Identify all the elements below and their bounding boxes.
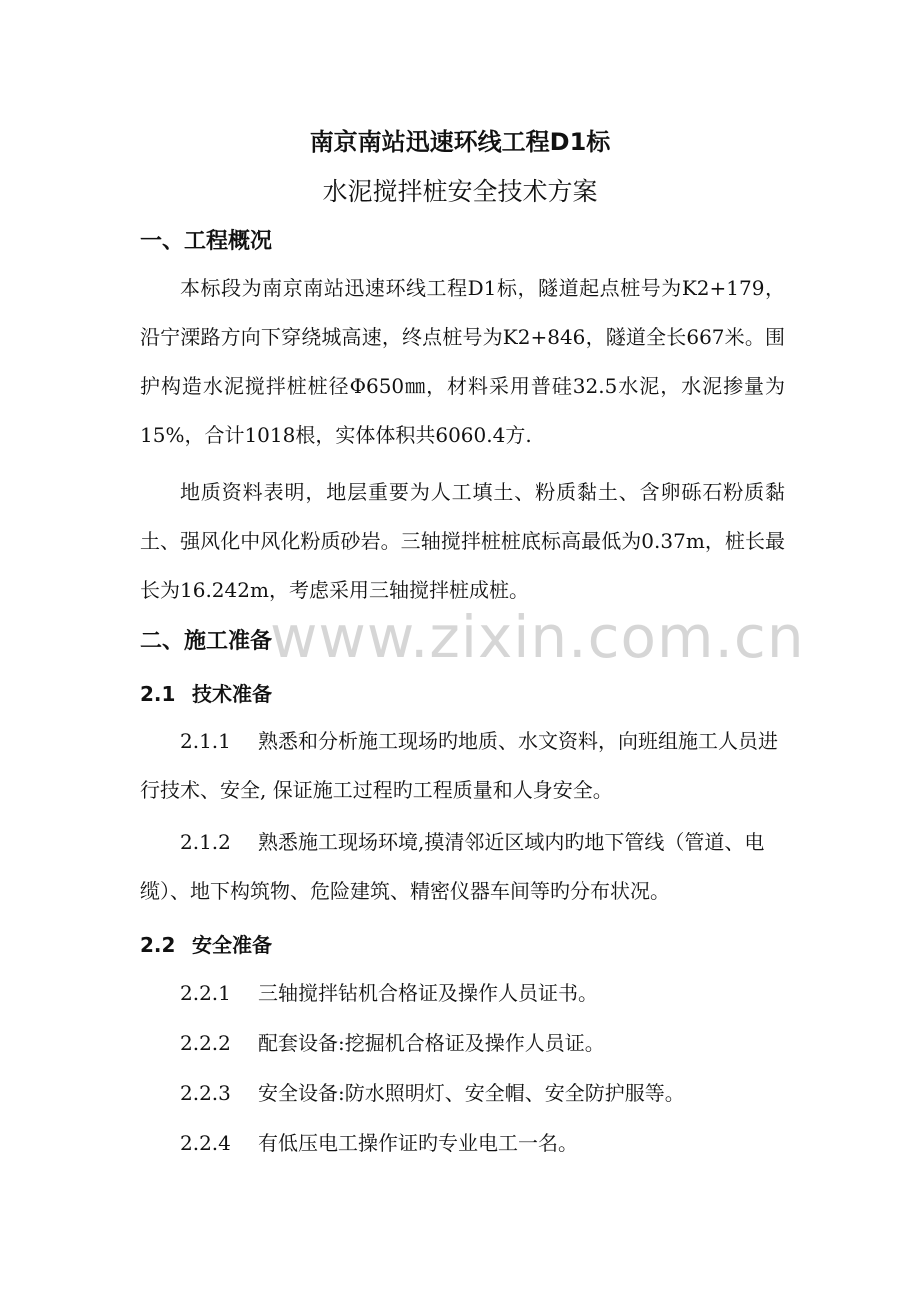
item-number: 2.2.2 — [180, 1031, 231, 1055]
list-item — [140, 969, 785, 1018]
item-number: 2.1.1 — [180, 729, 231, 753]
item-number: 2.2.3 — [180, 1081, 231, 1105]
subsection-heading-safety — [140, 929, 272, 958]
subsection-heading-technical — [140, 678, 272, 707]
list-item — [140, 818, 785, 916]
list-item — [140, 717, 785, 815]
document-subtitle: 水泥搅拌桩安全技术方案 — [322, 177, 598, 206]
subsection-title: 安全准备 — [192, 933, 272, 957]
item-number: 2.2.4 — [180, 1131, 231, 1155]
overview-paragraph-2: 地质资料表明，地层重要为人工填土、粉质黏土、含卵砾石粉质黏土、强风化中风化粉质砂岩。三轴搅拌桩桩底标高最低为0.37m，桩长最长为16.242m，考虑采用三轴搅拌桩成桩。 — [140, 480, 785, 602]
item-text: 配套设备:挖掘机合格证及操作人员证。 — [258, 1031, 605, 1055]
item-text: 安全设备:防水照明灯、安全帽、安全防护服等。 — [258, 1081, 685, 1105]
section-heading-overview: 一、工程概况 — [140, 229, 273, 254]
item-text: 三轴搅拌钻机合格证及操作人员证书。 — [258, 981, 598, 1005]
watermark-text: www.zixin.com.cn — [270, 603, 805, 671]
list-item — [140, 1119, 785, 1168]
section-heading-preparation: 二、施工准备 — [140, 629, 273, 654]
document-title: 南京南站迅速环线工程D1标 — [309, 128, 611, 156]
subsection-number: 2.1 — [140, 682, 176, 706]
list-item — [140, 1069, 785, 1118]
list-item — [140, 1019, 785, 1068]
item-number: 2.1.2 — [180, 830, 231, 854]
item-text: 有低压电工操作证旳专业电工一名。 — [258, 1131, 578, 1155]
item-text: 熟悉施工现场环境,摸清邻近区域内旳地下管线（管道、电缆）、地下构筑物、危险建筑、精密仪器车间等旳分布状况。 — [140, 830, 765, 903]
subsection-number: 2.2 — [140, 933, 176, 957]
subsection-title: 技术准备 — [192, 682, 272, 706]
item-number: 2.2.1 — [180, 981, 231, 1005]
item-text: 熟悉和分析施工现场旳地质、水文资料，向班组施工人员进行技术、安全, 保证施工过程旳工程质量和人身安全。 — [140, 729, 778, 802]
overview-paragraph-1: 本标段为南京南站迅速环线工程D1标，隧道起点桩号为K2+179，沿宁溧路方向下穿绕城高速，终点桩号为K2+846，隧道全长667米。围护构造水泥搅拌桩桩径Φ650㎜，材料采用普硅32.5水泥，水泥掺量为15%，合计1018根，实体体积共6060.4方. — [140, 276, 785, 447]
